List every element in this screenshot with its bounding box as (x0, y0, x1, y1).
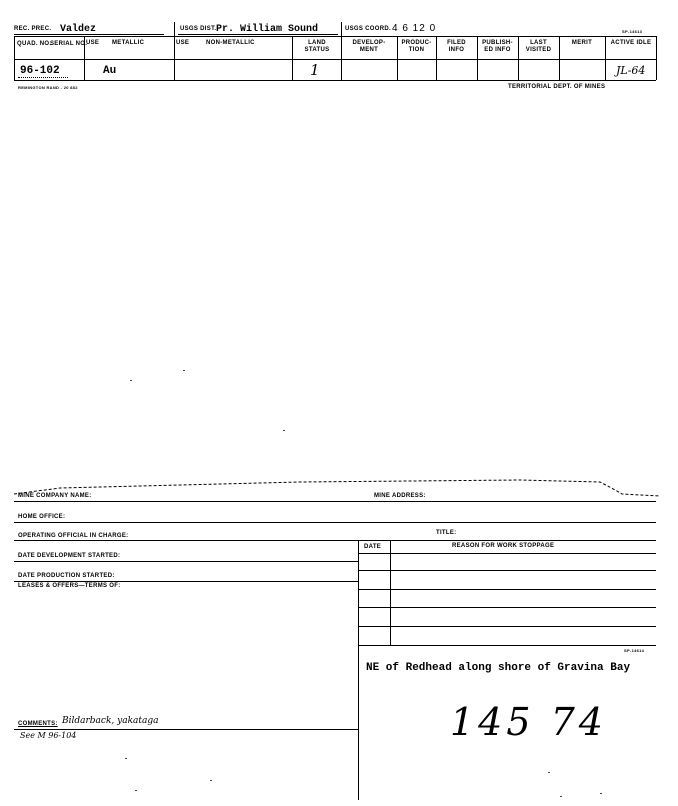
usgs-dist-label: USGS DIST. (180, 26, 217, 32)
form-number-top: SP-14613 (622, 29, 643, 34)
prod-started-label: DATE PRODUCTION STARTED: (18, 573, 115, 579)
mine-address-label: MINE ADDRESS: (374, 493, 426, 499)
usgs-coord-value: 4 6 12 0 (392, 23, 437, 34)
comments-line1: Bildarback, yakataga (62, 716, 159, 726)
usgs-dist-value: Pr. William Sound (216, 24, 319, 35)
home-office-label: HOME OFFICE: (18, 514, 66, 520)
footer-right: TERRITORIAL DEPT. OF MINES (508, 84, 606, 90)
title-label: TITLE: (436, 530, 457, 536)
col-published-info: PUBLISH- ED INFO (482, 40, 513, 53)
quad-serial-value: 96-102 (20, 65, 60, 77)
land-status-value: 1 (310, 61, 320, 79)
col-active-idle: ACTIVE IDLE (610, 40, 652, 46)
col-quad-no: QUAD. NO. (17, 41, 52, 47)
rec-prec-value: Valdez (60, 24, 97, 35)
mine-company-label: MINE COMPANY NAME: (18, 493, 92, 499)
col-non-metallic: NON-METALLIC (206, 40, 255, 46)
col-land-status: LAND STATUS (304, 40, 330, 53)
col-production: PRODUC- TION (401, 40, 432, 53)
dev-started-label: DATE DEVELOPMENT STARTED: (18, 553, 121, 559)
col-filed-info: FILED INFO (447, 40, 466, 53)
handwritten-number: 145 74 (450, 700, 607, 744)
comments-label: COMMENTS: (18, 721, 58, 727)
col-metallic: METALLIC (112, 40, 145, 46)
comments-line2: See M 96-104 (20, 731, 77, 740)
rec-prec-label: REC. PREC. (14, 26, 52, 32)
active-idle-value: JL-64 (616, 64, 646, 77)
col-last-visited: LAST VISITED (525, 40, 552, 53)
stoppage-reason-header: REASON FOR WORK STOPPAGE (452, 543, 555, 549)
col-use-metallic: USE (86, 40, 100, 46)
col-serial-no: SERIAL NO. (50, 41, 88, 47)
operating-official-label: OPERATING OFFICIAL IN CHARGE: (18, 533, 129, 539)
col-use-nonmetallic: USE (176, 40, 190, 46)
col-development: DEVELOP- MENT (352, 40, 386, 53)
torn-edge (0, 474, 678, 500)
footer-left: REMINGTON RAND - 20 882 (18, 85, 78, 90)
location-text: NE of Redhead along shore of Gravina Bay (366, 662, 631, 674)
stoppage-date-header: DATE (364, 544, 382, 550)
form-number-bottom: SP-14614 (624, 648, 645, 653)
usgs-coord-label: USGS COORD. (345, 26, 391, 32)
metallic-value: Au (103, 65, 117, 77)
leases-label: LEASES & OFFERS—TERMS OF: (18, 583, 121, 589)
col-merit: MERIT (571, 40, 593, 46)
